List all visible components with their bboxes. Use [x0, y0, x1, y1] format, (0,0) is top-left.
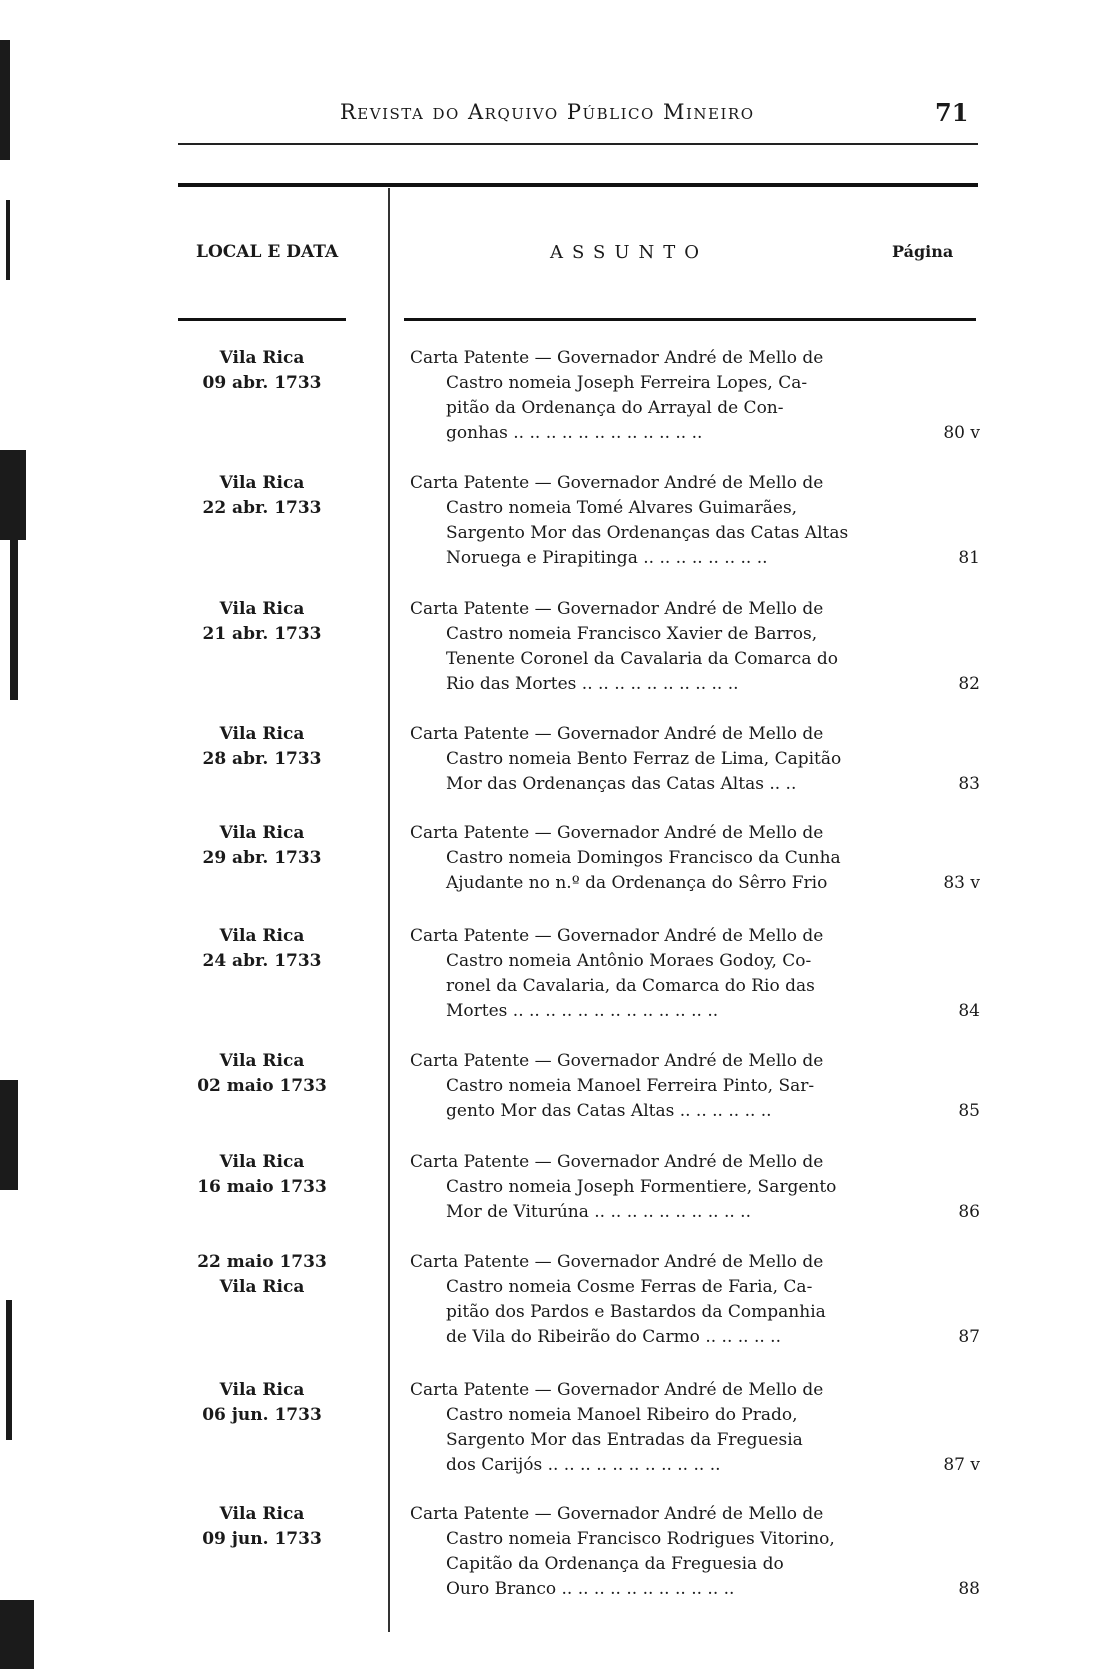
- place-text: Vila Rica: [219, 599, 305, 619]
- date-text: 09 abr. 1733: [202, 373, 322, 393]
- date-text: 22 abr. 1733: [202, 498, 322, 518]
- subject-cell: [410, 471, 870, 571]
- date-text: 09 jun. 1733: [202, 1529, 322, 1549]
- subject-line: Mor das Ordenanças das Catas Altas .. ..: [446, 774, 797, 794]
- local-date-cell: [178, 1502, 346, 1552]
- place-text: Vila Rica: [219, 1152, 305, 1172]
- subject-line: Carta Patente — Governador André de Mello de: [410, 724, 824, 744]
- subject-line: Capitão da Ordenança da Freguesia do: [446, 1554, 784, 1574]
- local-date-cell: [178, 821, 346, 871]
- subject-cell: [410, 1250, 870, 1350]
- subject-line: Carta Patente — Governador André de Mello de: [410, 1152, 824, 1172]
- place-text: Vila Rica: [219, 926, 305, 946]
- subject-line: Tenente Coronel da Cavalaria da Comarca do: [446, 649, 838, 669]
- date-text: 28 abr. 1733: [202, 749, 322, 769]
- subject-line: Carta Patente — Governador André de Mello de: [410, 348, 824, 368]
- place-text: Vila Rica: [219, 473, 305, 493]
- subject-cell: [410, 1378, 870, 1478]
- page-ref: 83: [958, 774, 980, 794]
- date-text: 16 maio 1733: [197, 1177, 327, 1197]
- header-rule: [178, 143, 978, 145]
- table-top-rule: [178, 183, 978, 187]
- local-date-cell: [178, 722, 346, 772]
- subject-line: Mor de Viturúna .. .. .. .. .. .. .. .. .. ..: [446, 1202, 751, 1222]
- header-underline-assunto: [404, 318, 976, 321]
- subject-line: Carta Patente — Governador André de Mello de: [410, 926, 824, 946]
- page-ref: 88: [958, 1579, 980, 1599]
- place-text: Vila Rica: [219, 724, 305, 744]
- local-date-cell: [178, 1150, 346, 1200]
- column-header-local: LOCAL E DATA: [196, 242, 339, 262]
- place-text: Vila Rica: [219, 1504, 305, 1524]
- subject-line: Ajudante no n.º da Ordenança do Sêrro Frio: [446, 873, 828, 893]
- subject-line: pitão dos Pardos e Bastardos da Companhia: [446, 1302, 826, 1322]
- subject-cell: [410, 1049, 870, 1124]
- subject-cell: [410, 1502, 870, 1602]
- page-ref: 85: [958, 1101, 980, 1121]
- subject-line: Castro nomeia Cosme Ferras de Faria, Ca-: [446, 1277, 813, 1297]
- subject-line: Castro nomeia Antônio Moraes Godoy, Co-: [446, 951, 812, 971]
- subject-line: Castro nomeia Manoel Ferreira Pinto, Sar-: [446, 1076, 815, 1096]
- date-text: Vila Rica: [219, 1277, 305, 1297]
- subject-line: pitão da Ordenança do Arrayal de Con-: [446, 398, 784, 418]
- page-number: 71: [935, 98, 969, 127]
- local-date-cell: [178, 597, 346, 647]
- page-ref: 87: [958, 1327, 980, 1347]
- subject-cell: [410, 722, 870, 797]
- subject-cell: [410, 1150, 870, 1225]
- subject-line: Noruega e Pirapitinga .. .. .. .. .. .. .. ..: [446, 548, 768, 568]
- subject-line: Castro nomeia Francisco Rodrigues Vitorino,: [446, 1529, 835, 1549]
- subject-line: Castro nomeia Tomé Alvares Guimarães,: [446, 498, 798, 518]
- page-ref: 87 v: [943, 1455, 980, 1475]
- subject-line: Sargento Mor das Entradas da Freguesia: [446, 1430, 803, 1450]
- date-text: 06 jun. 1733: [202, 1405, 322, 1425]
- subject-line: Carta Patente — Governador André de Mello de: [410, 1380, 824, 1400]
- subject-line: Mortes .. .. .. .. .. .. .. .. .. .. .. .. ..: [446, 1001, 719, 1021]
- subject-line: ronel da Cavalaria, da Comarca do Rio das: [446, 976, 815, 996]
- subject-line: Castro nomeia Joseph Ferreira Lopes, Ca-: [446, 373, 808, 393]
- page-ref: 83 v: [943, 873, 980, 893]
- subject-line: Rio das Mortes .. .. .. .. .. .. .. .. .. ..: [446, 674, 739, 694]
- subject-cell: [410, 346, 870, 446]
- place-text: Vila Rica: [219, 1380, 305, 1400]
- subject-line: dos Carijós .. .. .. .. .. .. .. .. .. .. ..: [446, 1455, 721, 1475]
- subject-line: Sargento Mor das Ordenanças das Catas Altas: [446, 523, 849, 543]
- subject-line: Carta Patente — Governador André de Mello de: [410, 599, 824, 619]
- local-date-cell: [178, 346, 346, 396]
- date-text: 29 abr. 1733: [202, 848, 322, 868]
- subject-line: Castro nomeia Domingos Francisco da Cunha: [446, 848, 841, 868]
- page-ref: 86: [958, 1202, 980, 1222]
- page-ref: 81: [958, 548, 980, 568]
- subject-line: Carta Patente — Governador André de Mello de: [410, 1051, 824, 1071]
- subject-line: Carta Patente — Governador André de Mello de: [410, 823, 824, 843]
- scan-edge: [0, 0, 44, 1669]
- local-date-cell: [178, 924, 346, 974]
- subject-line: Castro nomeia Bento Ferraz de Lima, Capitão: [446, 749, 842, 769]
- column-divider: [388, 188, 390, 1632]
- local-date-cell: [178, 471, 346, 521]
- place-text: 22 maio 1733: [197, 1252, 327, 1272]
- subject-cell: [410, 924, 870, 1024]
- local-date-cell: [178, 1250, 346, 1300]
- date-text: 21 abr. 1733: [202, 624, 322, 644]
- local-date-cell: [178, 1378, 346, 1428]
- subject-line: Carta Patente — Governador André de Mello de: [410, 1504, 824, 1524]
- place-text: Vila Rica: [219, 823, 305, 843]
- subject-line: gento Mor das Catas Altas .. .. .. .. .. ..: [446, 1101, 772, 1121]
- place-text: Vila Rica: [219, 348, 305, 368]
- date-text: 24 abr. 1733: [202, 951, 322, 971]
- subject-line: Castro nomeia Francisco Xavier de Barros,: [446, 624, 818, 644]
- subject-line: Carta Patente — Governador André de Mello de: [410, 473, 824, 493]
- subject-line: Ouro Branco .. .. .. .. .. .. .. .. .. .. ..: [446, 1579, 735, 1599]
- page-ref: 82: [958, 674, 980, 694]
- subject-line: gonhas .. .. .. .. .. .. .. .. .. .. .. ..: [446, 423, 703, 443]
- running-title: Revista do Arquivo Público Mineiro: [340, 100, 755, 124]
- subject-line: Castro nomeia Manoel Ribeiro do Prado,: [446, 1405, 798, 1425]
- local-date-cell: [178, 1049, 346, 1099]
- subject-line: Castro nomeia Joseph Formentiere, Sargento: [446, 1177, 837, 1197]
- header-underline-local: [178, 318, 346, 321]
- subject-cell: [410, 821, 870, 896]
- subject-cell: [410, 597, 870, 697]
- page-ref: 84: [958, 1001, 980, 1021]
- column-header-pagina: Página: [892, 242, 954, 261]
- place-text: Vila Rica: [219, 1051, 305, 1071]
- subject-line: de Vila do Ribeirão do Carmo .. .. .. .. ..: [446, 1327, 781, 1347]
- subject-line: Carta Patente — Governador André de Mello de: [410, 1252, 824, 1272]
- column-header-assunto: ASSUNTO: [550, 242, 709, 263]
- date-text: 02 maio 1733: [197, 1076, 327, 1096]
- page-ref: 80 v: [943, 423, 980, 443]
